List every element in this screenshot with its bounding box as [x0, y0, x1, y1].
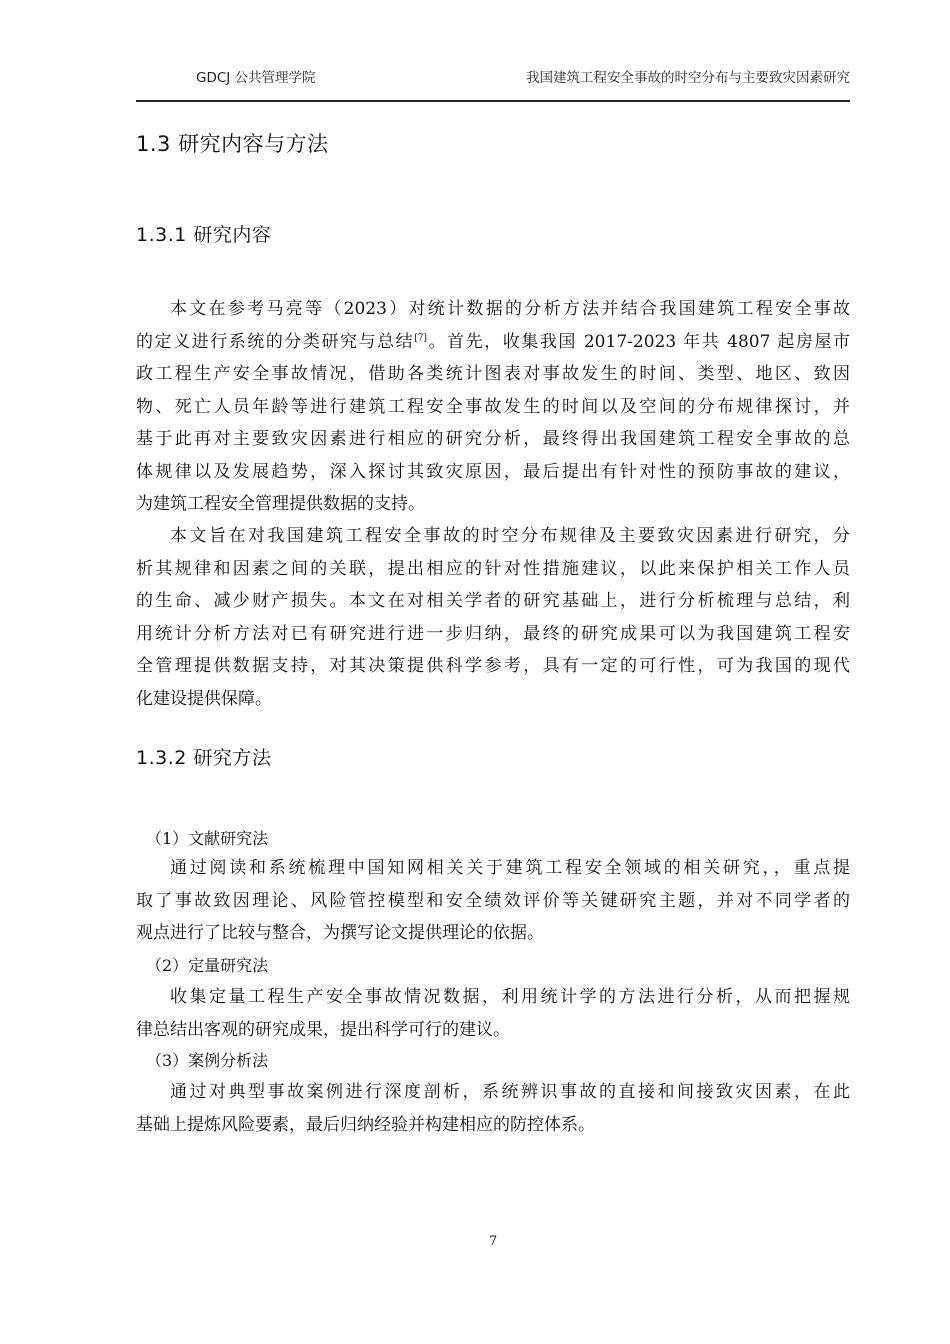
text-line: 物、死亡人员年龄等进行建筑工程安全事故发生的时间以及空间的分布规律探讨，并 [136, 396, 850, 417]
method-label-literature: （1）文献研究法 [146, 829, 269, 848]
header-divider [136, 100, 850, 102]
text-line: 通过阅读和系统梳理中国知网相关关于建筑工程安全领域的相关研究，，重点提 [170, 858, 850, 878]
header-institution: GDCJ 公共管理学院 [196, 70, 316, 86]
text-line [136, 326, 850, 359]
header-title: 我国建筑工程安全事故的时空分布与主要致灾因素研究 [526, 70, 850, 86]
page-number: 7 [488, 1234, 498, 1249]
text-line: 全管理提供数据支持，对其决策提供科学参考，具有一定的可行性，可为我国的现代 [136, 656, 850, 676]
text-line: 通过对典型事故案例进行深度剖析，系统辨识事故的直接和间接致灾因素，在此 [170, 1082, 850, 1102]
section-heading: 1.3 研究内容与方法 [136, 132, 329, 156]
citation-mark: [7] [414, 332, 427, 343]
paragraph-method-literature [136, 852, 850, 950]
text-line: 律总结出客观的研究成果，提出科学可行的建议。 [136, 1019, 510, 1040]
text-line: 的生命、减少财产损失。本文在对相关学者的研究基础上，进行分析梳理与总结，利 [136, 591, 850, 611]
text-line: 本文旨在对我国建筑工程安全事故的时空分布规律及主要致灾因素进行研究，分 [170, 526, 850, 546]
text-line: 本文在参考马亮等（2023）对统计数据的分析方法并结合我国建筑工程安全事故 [170, 299, 850, 319]
method-label-quantitative: （2）定量研究法 [146, 956, 269, 975]
text-fragment: 的定义进行系统的分类研究与总结 [136, 331, 415, 352]
text-line: 观点进行了比较与整合，为撰写论文提供理论的依据。 [136, 923, 544, 943]
text-line: 取了事故致因理论、风险管控模型和安全绩效评价等关键研究主题，并对不同学者的 [136, 890, 850, 911]
text-line: 收集定量工程生产安全事故情况数据，利用统计学的方法进行分析，从而把握规 [170, 987, 850, 1007]
text-fragment: 。首先，收集我国 2017-2023 年共 4807 起房屋市 [426, 331, 851, 352]
text-line: 为建筑工程安全管理提供数据的支持。 [136, 494, 425, 514]
subsection-heading-content: 1.3.1 研究内容 [136, 224, 272, 246]
method-label-case-study: （3）案例分析法 [146, 1051, 269, 1070]
text-line: 析其规律和因素之间的关联，提出相应的针对性措施建议，以此来保护相关工作人员 [136, 558, 850, 579]
text-line: 基于此再对主要致灾因素进行相应的研究分析，最终得出我国建筑工程安全事故的总 [136, 429, 850, 449]
text-line: 体规律以及发展趋势，深入探讨其致灾原因，最后提出有针对性的预防事故的建议， [136, 461, 850, 482]
paragraph-content-1 [136, 293, 850, 521]
paragraph-content-2 [136, 520, 850, 715]
paragraph-method-quantitative [136, 981, 850, 1046]
text-line: 用统计分析方法对已有研究进行进一步归纳，最终的研究成果可以为我国建筑工程安 [136, 623, 850, 644]
text-line: 化建设提供保障。 [136, 688, 272, 709]
text-line: 基础上提炼风险要素，最后归纳经验并构建相应的防控体系。 [136, 1114, 595, 1135]
subsection-heading-methods: 1.3.2 研究方法 [136, 747, 272, 769]
paragraph-method-case-study [136, 1076, 850, 1141]
text-line: 政工程生产安全事故情况，借助各类统计图表对事故发生的时间、类型、地区、致因 [136, 364, 850, 384]
